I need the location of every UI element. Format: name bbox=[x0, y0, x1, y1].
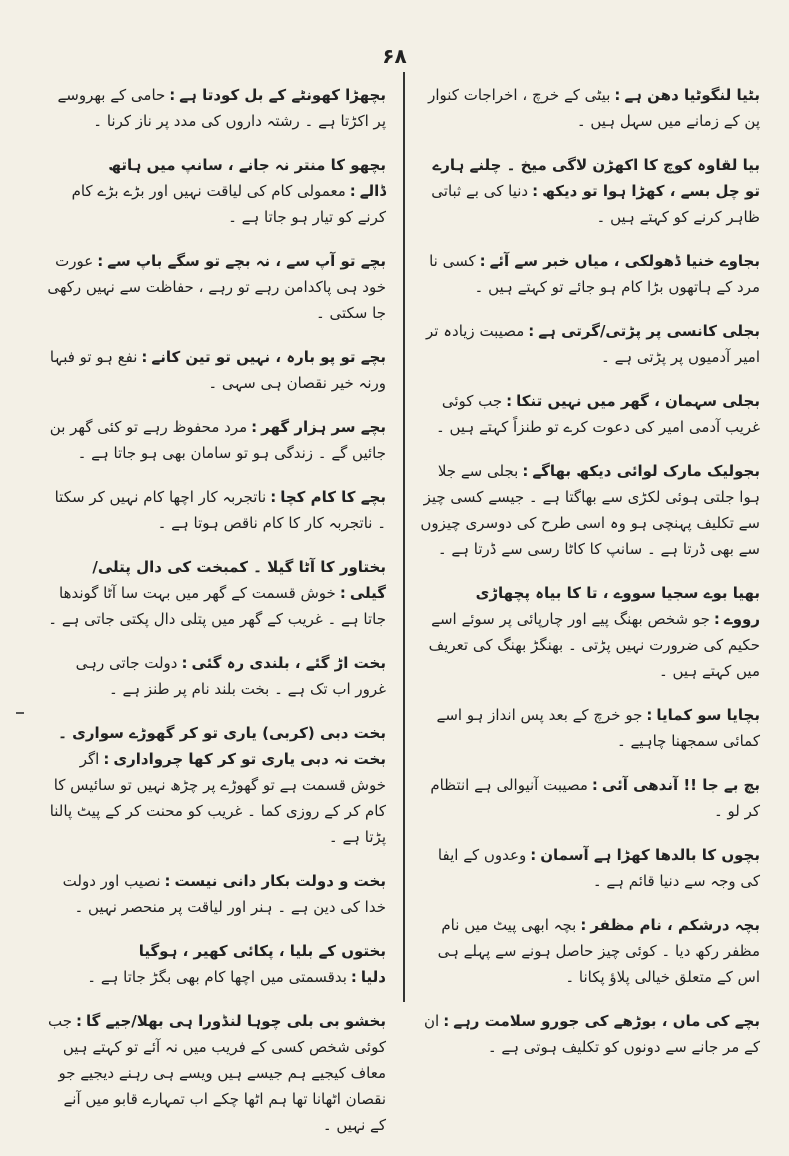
entry-head: بچایا سو کمایا bbox=[656, 706, 760, 724]
entry-head: بیا لقاوہ کوچ کا اکھڑن لاگی میخ ۔ چلنے ہارے تو چل بسے ، کھڑا ہوا تو دیکھ bbox=[432, 156, 760, 200]
entry: بخشو بی بلی چوہا لنڈورا ہی بھلا/جیے گا:جب کوئی شخص کسی کے فریب میں نہ آئے تو کہتے ہیں معاف کیجیے ہم جیسے ہیں ویسے ہی رہنے دیجیے جو نقصان اٹھانا تھا ہم اٹھا چکے اب تمہارے قابو میں آنے کے نہیں ۔ bbox=[47, 1012, 386, 1134]
entry: بجلی سہمان ، گھر میں نہیں تنکا:جب کوئی غریب آدمی امیر کی دعوت کرے تو طنزاً کہتے ہیں ۔ bbox=[435, 392, 760, 436]
entry: بچے سر ہزار گھر:مرد محفوظ رہے تو کئی گھر بن جائیں گے ۔ زندگی ہو تو سامان بھی ہو جاتا ہے ۔ bbox=[49, 418, 386, 462]
entry-definition: دولت جاتی رہی غرور اب تک ہے ۔ بخت بلند نام پر طنز ہے ۔ bbox=[75, 654, 386, 698]
entry: بخت و دولت بکار دانی نیست:نصیب اور دولت خدا کی دین ہے ۔ ہنر اور لیاقت پر منحصر نہیں ۔ bbox=[62, 872, 386, 916]
entry: بچھڑا کھونٹے کے بل کودتا ہے:حامی کے بھروسے پر اکڑتا ہے ۔ رشتہ داروں کی مدد پر ناز کرنا ۔ bbox=[57, 86, 386, 130]
entry-head: بھیا بوے سجیا سووے ، تا کا بیاہ پچھاڑی رووے bbox=[475, 584, 760, 628]
entry-head: بچے تو آپ سے ، نہ بچے تو سگے باپ سے bbox=[107, 252, 386, 270]
entry-definition: مصیبت زیادہ تر امیر آدمیوں پر پڑتی ہے ۔ bbox=[426, 322, 760, 366]
entry-head: بچھو کا منتر نہ جانے ، سانپ میں ہاتھ ڈالے bbox=[108, 156, 386, 200]
entry: بچے تو پو بارہ ، نہیں تو تین کانے:نفع ہو تو فبہا ورنہ خیر نقصان ہی سہی ۔ bbox=[49, 348, 386, 392]
right-column bbox=[418, 82, 760, 1078]
entry-definition: بیٹی کے خرچ ، اخراجات کنوار پن کے زمانے میں سہل ہیں ۔ bbox=[428, 86, 760, 130]
entry-definition: جو شخص بھنگ پیے اور چارپائی پر سوئے اسے حکیم کی ضرورت نہیں پڑتی ۔ بھنگڑ بھنگ کی تعریف میں کہتے ہیں ۔ bbox=[428, 610, 760, 680]
entry-head: بچہ درشکم ، نام مظفر bbox=[590, 916, 760, 934]
entry: بچ بے جا !! آندھی آئی:مصیبت آنیوالی ہے انتظام کر لو ۔ bbox=[430, 776, 760, 820]
entry: بٹیا لنگوٹیا دھن ہے:بیٹی کے خرچ ، اخراجات کنوار پن کے زمانے میں سہل ہیں ۔ bbox=[428, 86, 760, 130]
entry-head: بختوں کے بلیا ، پکائی کھیر ، ہوگیا دلیا bbox=[138, 942, 386, 986]
entry: بچے کی ماں ، بوڑھے کی جورو سلامت رہے:ان کے مر جانے سے دونوں کو تکلیف ہوتی ہے ۔ bbox=[424, 1012, 760, 1056]
entry-head: بٹیا لنگوٹیا دھن ہے bbox=[624, 86, 760, 104]
entry-definition: نصیب اور دولت خدا کی دین ہے ۔ ہنر اور لیاقت پر منحصر نہیں ۔ bbox=[62, 872, 386, 916]
margin-mark bbox=[16, 712, 24, 714]
entry-definition: جب کوئی غریب آدمی امیر کی دعوت کرے تو طنزاً کہتے ہیں ۔ bbox=[435, 392, 760, 436]
entry: بخت اڑ گئے ، بلندی رہ گئی:دولت جاتی رہی غرور اب تک ہے ۔ بخت بلند نام پر طنز ہے ۔ bbox=[75, 654, 386, 698]
entry-head: بچے کا کام کچا bbox=[280, 488, 386, 506]
entry-definition: حامی کے بھروسے پر اکڑتا ہے ۔ رشتہ داروں کی مدد پر ناز کرنا ۔ bbox=[57, 86, 386, 130]
entry: بھیا بوے سجیا سووے ، تا کا بیاہ پچھاڑی رووے:جو شخص بھنگ پیے اور چارپائی پر سوئے اسے حکیم کی ضرورت نہیں پڑتی ۔ بھنگڑ بھنگ کی تعریف میں کہتے ہیں ۔ bbox=[428, 584, 760, 680]
entry-definition: مرد محفوظ رہے تو کئی گھر بن جائیں گے ۔ زندگی ہو تو سامان بھی ہو جاتا ہے ۔ bbox=[49, 418, 386, 462]
entry: بچھو کا منتر نہ جانے ، سانپ میں ہاتھ ڈالے:معمولی کام کی لیاقت نہیں اور بڑے بڑے کام کرنے کو تیار ہو جاتا ہے ۔ bbox=[71, 156, 386, 226]
entry: بچے کا کام کچا:ناتجربہ کار اچھا کام نہیں کر سکتا ۔ ناتجربہ کار کا کام ناقص ہوتا ہے ۔ bbox=[54, 488, 386, 532]
entry-head: بخت دبی (کربی) یاری تو کر گھوڑے سواری ۔ بخت نہ دبی یاری تو کر کھا چرواداری bbox=[58, 724, 386, 768]
entry-definition: کسی نا مرد کے ہاتھوں بڑا کام ہو جائے تو کہتے ہیں ۔ bbox=[429, 252, 760, 296]
page-number: ۶۸ bbox=[382, 44, 407, 68]
entry-head: بچوں کا بالدھا کھڑا ہے آسمان bbox=[540, 846, 760, 864]
entry-definition: عورت خود ہی پاکدامن رہے تو رہے ، حفاظت سے نہیں رکھی جا سکتی ۔ bbox=[47, 252, 386, 322]
entry-head: بچ بے جا !! آندھی آئی bbox=[601, 776, 760, 794]
entry-head: بچے سر ہزار گھر bbox=[261, 418, 386, 436]
entry-head: بچے تو پو بارہ ، نہیں تو تین کانے bbox=[151, 348, 386, 366]
entry: بیا لقاوہ کوچ کا اکھڑن لاگی میخ ۔ چلنے ہارے تو چل بسے ، کھڑا ہوا تو دیکھ:دنیا کی بے ثباتی ظاہر کرنے کو کہتے ہیں ۔ bbox=[431, 156, 760, 226]
column-divider bbox=[403, 72, 405, 1002]
entry: بچہ درشکم ، نام مظفر:بچہ ابھی پیٹ میں نام مظفر رکھ دیا ۔ کوئی چیز حاصل ہونے سے پہلے ہی اس کے متعلق خیالی پلاؤ پکانا ۔ bbox=[437, 916, 760, 986]
entry-head: بختاور کا آٹا گیلا ۔ کمبخت کی دال پتلی/گیلی bbox=[92, 558, 386, 602]
entry-definition: خوش قسمت کے گھر میں بہت سا آٹا گوندھا جاتا ہے ۔ غریب کے گھر میں پتلی دال پکتی جاتی ہے ۔ bbox=[48, 584, 386, 628]
entry-definition: ناتجربہ کار اچھا کام نہیں کر سکتا ۔ ناتجربہ کار کا کام ناقص ہوتا ہے ۔ bbox=[54, 488, 386, 532]
entry-head: بجولیک مارک لوائی دیکھ بھاگے bbox=[532, 462, 760, 480]
entry-definition: بچہ ابھی پیٹ میں نام مظفر رکھ دیا ۔ کوئی چیز حاصل ہونے سے پہلے ہی اس کے متعلق خیالی پلاؤ پکانا ۔ bbox=[437, 916, 760, 986]
entry: بختاور کا آٹا گیلا ۔ کمبخت کی دال پتلی/گیلی:خوش قسمت کے گھر میں بہت سا آٹا گوندھا جاتا ہے ۔ غریب کے گھر میں پتلی دال پکتی جاتی ہے ۔ bbox=[48, 558, 386, 628]
entry-definition: نفع ہو تو فبہا ورنہ خیر نقصان ہی سہی ۔ bbox=[49, 348, 386, 392]
entry-head: بخشو بی بلی چوہا لنڈورا ہی بھلا/جیے گا bbox=[85, 1012, 386, 1030]
entry-head: بچھڑا کھونٹے کے بل کودتا ہے bbox=[179, 86, 386, 104]
entry-definition: بجلی سے جلا ہوا جلتی ہوئی لکڑی سے بھاگتا ہے ۔ جیسے کسی چیز سے تکلیف پہنچی ہو وہ اسی طرح کی دوسری چیزوں سے بھی ڈرتا ہے ۔ سانپ کا کاٹا رسی سے ڈرتا ہے ۔ bbox=[420, 462, 760, 558]
entry: بچوں کا بالدھا کھڑا ہے آسمان:وعدوں کے ایفا کی وجہ سے دنیا قائم ہے ۔ bbox=[437, 846, 760, 890]
entry-definition: بدقسمتی میں اچھا کام بھی بگڑ جاتا ہے ۔ bbox=[87, 968, 347, 986]
left-column bbox=[44, 82, 386, 1156]
entry-head: بجاوے خنیا ڈھولکی ، میاں خبر سے آئے bbox=[489, 252, 760, 270]
entry: بچایا سو کمایا:جو خرچ کے بعد پس انداز ہو اسے کمائی سمجھنا چاہیے ۔ bbox=[436, 706, 760, 750]
entry-definition: مصیبت آنیوالی ہے انتظام کر لو ۔ bbox=[430, 776, 760, 820]
entry: بجلی کانسی پر پڑتی/گرتی ہے:مصیبت زیادہ تر امیر آدمیوں پر پڑتی ہے ۔ bbox=[426, 322, 760, 366]
entry-head: بجلی سہمان ، گھر میں نہیں تنکا bbox=[516, 392, 760, 410]
entry-head: بخت اڑ گئے ، بلندی رہ گئی bbox=[191, 654, 386, 672]
entry: بجولیک مارک لوائی دیکھ بھاگے:بجلی سے جلا ہوا جلتی ہوئی لکڑی سے بھاگتا ہے ۔ جیسے کسی چیز سے تکلیف پہنچی ہو وہ اسی طرح کی دوسری چیزوں سے بھی ڈرتا ہے ۔ سانپ کا کاٹا رسی سے ڈرتا ہے ۔ bbox=[420, 462, 760, 558]
entry-definition: جب کوئی شخص کسی کے فریب میں نہ آئے تو کہتے ہیں معاف کیجیے ہم جیسے ہیں ویسے ہی رہنے دیجیے جو نقصان اٹھانا تھا ہم اٹھا چکے اب تمہارے قابو میں آنے کے نہیں ۔ bbox=[47, 1012, 386, 1134]
entry: بچے تو آپ سے ، نہ بچے تو سگے باپ سے:عورت خود ہی پاکدامن رہے تو رہے ، حفاظت سے نہیں رکھی جا سکتی ۔ bbox=[47, 252, 386, 322]
entry-definition: جو خرچ کے بعد پس انداز ہو اسے کمائی سمجھنا چاہیے ۔ bbox=[436, 706, 760, 750]
entry: بختوں کے بلیا ، پکائی کھیر ، ہوگیا دلیا:بدقسمتی میں اچھا کام بھی بگڑ جاتا ہے ۔ bbox=[87, 942, 386, 986]
entry: بجاوے خنیا ڈھولکی ، میاں خبر سے آئے:کسی نا مرد کے ہاتھوں بڑا کام ہو جائے تو کہتے ہیں ۔ bbox=[429, 252, 760, 296]
entry: بخت دبی (کربی) یاری تو کر گھوڑے سواری ۔ بخت نہ دبی یاری تو کر کھا چرواداری:اگر خوش قسمت ہے تو گھوڑے پر چڑھ نہیں تو سائیس کا کام کر کے روزی کما ۔ غریب کو محنت کر کے پیٹ پالنا پڑتا ہے ۔ bbox=[49, 724, 386, 846]
entry-definition: اگر خوش قسمت ہے تو گھوڑے پر چڑھ نہیں تو سائیس کا کام کر کے روزی کما ۔ غریب کو محنت کر کے پیٹ پالنا پڑتا ہے ۔ bbox=[49, 750, 386, 846]
entry-definition: ان کے مر جانے سے دونوں کو تکلیف ہوتی ہے ۔ bbox=[424, 1012, 760, 1056]
entry-head: بجلی کانسی پر پڑتی/گرتی ہے bbox=[538, 322, 760, 340]
entry-definition: دنیا کی بے ثباتی ظاہر کرنے کو کہتے ہیں ۔ bbox=[431, 182, 760, 226]
entry-head: بخت و دولت بکار دانی نیست bbox=[174, 872, 386, 890]
entry-head: بچے کی ماں ، بوڑھے کی جورو سلامت رہے bbox=[453, 1012, 760, 1030]
entry-definition: وعدوں کے ایفا کی وجہ سے دنیا قائم ہے ۔ bbox=[437, 846, 760, 890]
entry-definition: معمولی کام کی لیاقت نہیں اور بڑے بڑے کام کرنے کو تیار ہو جاتا ہے ۔ bbox=[71, 182, 386, 226]
